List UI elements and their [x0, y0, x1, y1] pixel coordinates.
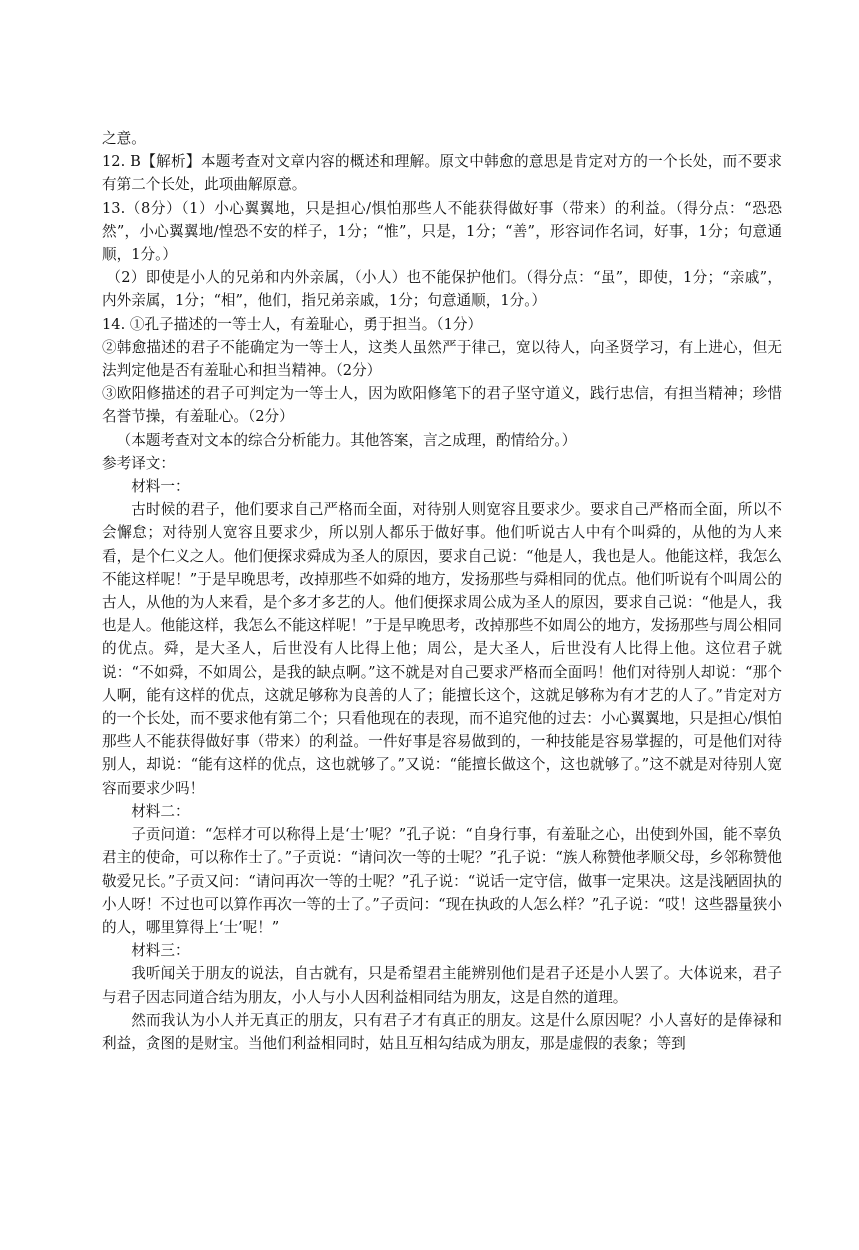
material-2-text: 子贡问道：“怎样才可以称得上是‘士’呢？”孔子说：“自身行事，有羞耻之心，出使到外国，能不辜负君主的使命，可以称作士了。”子贡说：“请问次一等的士呢？”孔子说：“族人称赞他孝顺父母，乡邻称赞他敬爱兄长。”子贡又问：“请问再次一等的士呢？”孔子说：“说话一定守信，做事一定果决。这是浅陋固执的小人呀！不过也可以算作再次一等的士了。”子贡问：“现在执政的人怎么样？”孔子说：“哎！这些器量狭小的人，哪里算得上‘士’呢！”	[102, 826, 782, 936]
answer-14-point-2: ②韩愈描述的君子不能确定为一等士人，这类人虽然严于律己，宽以待人，向圣贤学习，有上进心，但无法判定他是否有羞耻心和担当精神。（2分）	[102, 338, 782, 380]
material-1-text: 古时候的君子，他们要求自己严格而全面，对待别人则宽容且要求少。要求自己严格而全面，所以不会懈怠；对待别人宽容且要求少，所以别人都乐于做好事。他们听说古人中有个叫舜的，从他的为人来看，是个仁义之人。他们便探求舜成为圣人的原因，要求自己说：“他是人，我也是人。他能这样，我怎么不能这样呢！”于是早晚思考，改掉那些不如舜的地方，发扬那些与舜相同的优点。他们听说有个叫周公的古人，从他的为人来看，是个多才多艺的人。他们便探求周公成为圣人的原因，要求自己说：“他是人，我也是人。他能这样，我怎么不能这样呢！”于是早晚思考，改掉那些不如周公的地方，发扬那些与周公相同的优点。舜，是大圣人，后世没有人比得上他；周公，是大圣人，后世没有人比得上他。这位君子就说：“不如舜，不如周公，是我的缺点啊。”这不就是对自己要求严格而全面吗！他们对待别人却说：“那个人啊，能有这样的优点，这就足够称为良善的人了；能擅长这个，这就足够称为有才艺的人了。”肯定对方的一个长处，而不要求他有第二个；只看他现在的表现，而不追究他的过去：小心翼翼地，只是担心/惧怕那些人不能获得做好事（带来）的利益。一件好事是容易做到的，一种技能是容易掌握的，可是他们对待别人，却说：“能有这样的优点，这也就够了。”又说：“能擅长做这个，这也就够了。”这不就是对待别人宽容而要求少吗！	[102, 501, 782, 797]
material-1-label: 材料一：	[131, 478, 190, 496]
material-3-text-2: 然而我认为小人并无真正的朋友，只有君子才有真正的朋友。这是什么原因呢？小人喜好的是俸禄和利益，贪图的是财宝。当他们利益相同时，姑且互相勾结成为朋友，那是虚假的表象；等到	[102, 1011, 782, 1052]
document-page	[102, 127, 782, 1055]
answer-13-part-2: （2）即使是小人的兄弟和内外亲属，（小人）也不能保护他们。（得分点：“虽”，即使，1分；“亲戚”，内外亲属，1分；“相”，他们，指兄弟亲戚，1分；句意通顺，1分。）	[102, 269, 782, 310]
answer-14-note: （本题考查对文本的综合分析能力。其他答案，言之成理，酌情给分。）	[116, 431, 577, 449]
answer-13-part-1: 13.（8分）（1）小心翼翼地，只是担心/惧怕那些人不能获得做好事（带来）的利益。（得分点：“恐恐然”，小心翼翼地/惶恐不安的样子，1分；“惟”，只是，1分；“善”，形容词作名词，好事，1分；句意通顺，1分。）	[102, 199, 782, 264]
answer-14-point-1: 14. ①孔子描述的一等士人，有羞耻心，勇于担当。（1分）	[102, 315, 483, 333]
material-3-label: 材料三：	[131, 942, 190, 960]
answer-12: 12. B【解析】本题考查对文章内容的概述和理解。原文中韩愈的意思是肯定对方的一个长处，而不要求有第二个长处，此项曲解原意。	[102, 153, 782, 194]
text-line: 之意。	[102, 130, 146, 147]
material-3-text-1: 我听闻关于朋友的说法，自古就有，只是希望君主能辨别他们是君子还是小人罢了。大体说来，君子与君子因志同道合结为朋友，小人与小人因利益相同结为朋友，这是自然的道理。	[102, 965, 782, 1006]
answer-14-point-3: ③欧阳修描述的君子可判定为一等士人，因为欧阳修笔下的君子坚守道义，践行忠信，有担当精神；珍惜名誉节操，有羞耻心。（2分）	[102, 385, 782, 426]
translation-heading: 参考译文：	[102, 454, 175, 472]
material-2-label: 材料二：	[131, 802, 190, 820]
